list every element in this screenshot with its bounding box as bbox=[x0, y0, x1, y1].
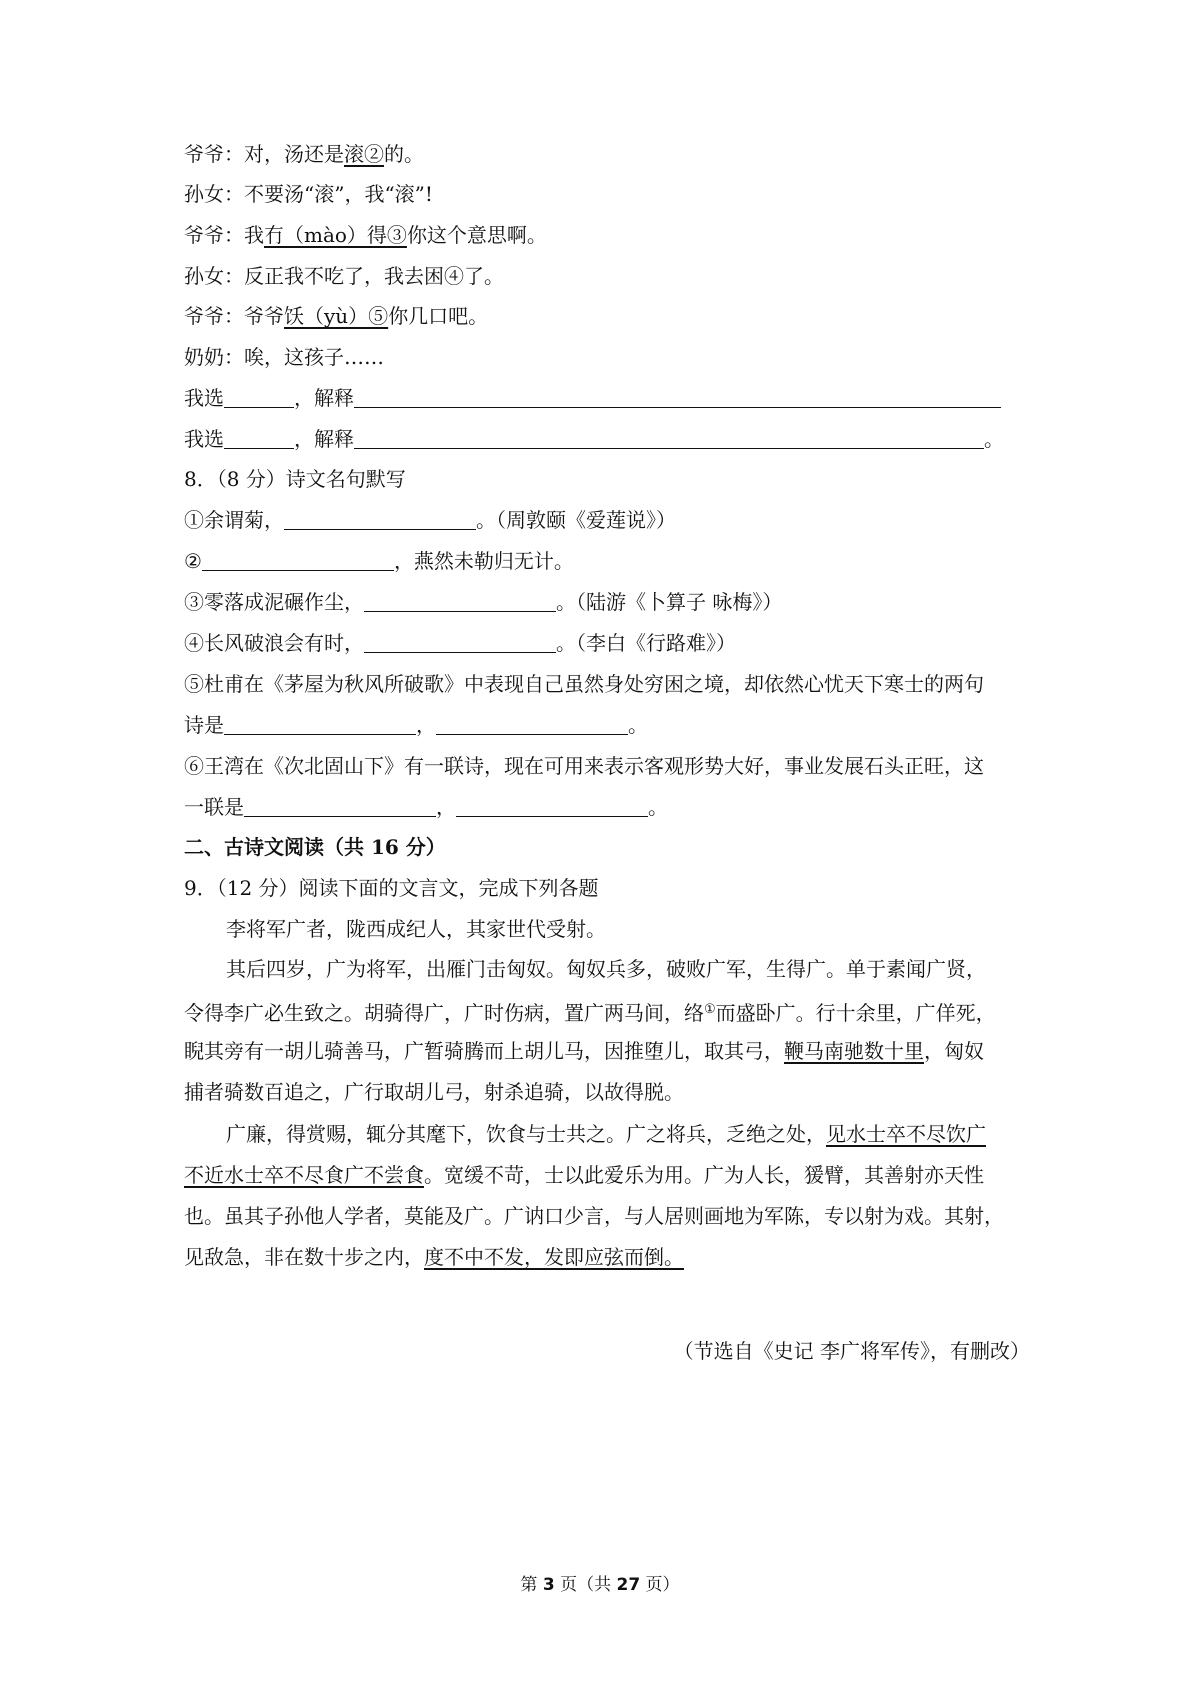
passage-p2-line-3 bbox=[184, 1035, 1030, 1067]
passage-p3-line-4 bbox=[184, 1241, 1030, 1273]
passage-p3-line-3: 也。虽其子孙他人学者，莫能及广。广讷口少言，与人居则画地为军陈，专以射为戏。其射， bbox=[184, 1204, 1004, 1228]
text: ④长风破浪会有时， bbox=[184, 631, 364, 655]
text: ，燕然未勒归无计。 bbox=[393, 549, 574, 573]
underlined-sentence: 不近水士卒不尽食广不尝食 bbox=[184, 1163, 424, 1187]
q8-item-4 bbox=[184, 627, 1030, 659]
answer-blank[interactable] bbox=[284, 507, 476, 530]
page-footer bbox=[0, 1570, 1200, 1595]
q8-item-3 bbox=[184, 586, 1030, 618]
underlined-sentence: 见水士卒不尽饮广 bbox=[826, 1122, 986, 1146]
answer-blank[interactable] bbox=[354, 385, 1001, 408]
q8-item-5-line-1: ⑤杜甫在《茅屋为秋风所破歌》中表现自己虽然身处穷困之境，却依然心忧天下寒士的两句 bbox=[184, 672, 984, 696]
page-number: 3 bbox=[542, 1575, 555, 1595]
underlined-word: 饫（yù）⑤ bbox=[284, 304, 389, 328]
answer-blank[interactable] bbox=[364, 630, 556, 653]
text: 见敌急，非在数十步之内， bbox=[184, 1245, 424, 1269]
q8-item-1 bbox=[184, 504, 1030, 536]
text: 一联是 bbox=[184, 795, 244, 819]
footnote-mark: ① bbox=[704, 1002, 716, 1017]
text: ③零落成泥碾作尘， bbox=[184, 590, 364, 614]
dialogue-line-3 bbox=[184, 219, 1030, 251]
answer-blank[interactable] bbox=[224, 712, 416, 735]
text: ①余谓菊， bbox=[184, 508, 284, 532]
answer-blank[interactable] bbox=[224, 385, 294, 408]
q9-title: 9．（12 分）阅读下面的文言文，完成下列各题 bbox=[184, 876, 599, 900]
page-total: 27 bbox=[616, 1575, 641, 1595]
text: 爷爷：我 bbox=[184, 223, 264, 247]
underlined-sentence: 鞭马南驰数十里 bbox=[784, 1039, 924, 1063]
dialogue-line-4: 孙女：反正我不吃了，我去困④了。 bbox=[184, 264, 504, 288]
q8-item-6-line-2 bbox=[184, 791, 1030, 823]
text: 页（共 bbox=[554, 1575, 617, 1595]
text: 的。 bbox=[384, 142, 424, 166]
text: 睨其旁有一胡儿骑善马，广暂骑腾而上胡儿马，因推堕儿，取其弓， bbox=[184, 1039, 784, 1063]
answer-blank[interactable] bbox=[224, 426, 294, 449]
text: ， bbox=[436, 795, 456, 819]
text: 。（陆游《卜算子 咏梅》） bbox=[556, 590, 783, 614]
text: ② bbox=[184, 549, 202, 573]
text: 爷爷：爷爷 bbox=[184, 304, 284, 328]
passage-source: （节选自《史记 李广将军传》，有删改） bbox=[673, 1339, 1030, 1363]
passage-p1: 李将军广者，陇西成纪人，其家世代受射。 bbox=[226, 917, 606, 941]
underlined-word: 滚② bbox=[344, 142, 384, 166]
dialogue-line-6: 奶奶：唉，这孩子…… bbox=[184, 345, 384, 369]
dialogue-line-5 bbox=[184, 300, 1030, 332]
text: 第 bbox=[520, 1575, 543, 1595]
text: 爷爷：对，汤还是 bbox=[184, 142, 344, 166]
text: 广廉，得赏赐，辄分其麾下，饮食与士共之。广之将兵，乏绝之处， bbox=[226, 1122, 826, 1146]
text: ，解释 bbox=[294, 427, 354, 451]
text: 我选 bbox=[184, 427, 224, 451]
text: 。 bbox=[984, 427, 1004, 451]
passage-p2-line-1: 其后四岁，广为将军，出雁门击匈奴。匈奴兵多，破败广军，生得广。单于素闻广贤， bbox=[226, 957, 986, 981]
text: 令得李广必生致之。胡骑得广，广时伤病，置广两马间，络 bbox=[184, 1001, 704, 1025]
answer-blank[interactable] bbox=[354, 426, 984, 449]
text: 。 bbox=[628, 713, 648, 737]
answer-blank[interactable] bbox=[364, 589, 556, 612]
text: 。宽缓不苛，士以此爱乐为用。广为人长，猨臂，其善射亦天性 bbox=[424, 1163, 984, 1187]
text: 诗是 bbox=[184, 713, 224, 737]
q8-title: 8．（8 分）诗文名句默写 bbox=[184, 467, 406, 491]
answer-blank[interactable] bbox=[436, 712, 628, 735]
text: 。 bbox=[648, 795, 668, 819]
answer-blank[interactable] bbox=[202, 548, 394, 571]
text: 我选 bbox=[184, 386, 224, 410]
text: 。（李白《行路难》） bbox=[556, 631, 736, 655]
underlined-word: 冇（mào）得③ bbox=[264, 223, 407, 247]
text: 你几口吧。 bbox=[388, 304, 489, 328]
choose-line-1 bbox=[184, 382, 1030, 414]
q8-item-2 bbox=[184, 545, 1030, 577]
passage-p2-line-2 bbox=[184, 994, 1030, 1029]
text: 而盛卧广。行十余里，广佯死， bbox=[715, 1001, 996, 1025]
answer-blank[interactable] bbox=[456, 794, 648, 817]
q8-item-5-line-2 bbox=[184, 709, 1030, 741]
underlined-sentence: 度不中不发，发即应弦而倒。 bbox=[424, 1245, 684, 1269]
dialogue-line-2: 孙女：不要汤“滚”，我“滚”! bbox=[184, 182, 433, 206]
choose-line-2 bbox=[184, 423, 1030, 455]
text: 。（周敦颐《爱莲说》） bbox=[476, 508, 676, 532]
q8-item-6-line-1: ⑥王湾在《次北固山下》有一联诗，现在可用来表示客观形势大好，事业发展石头正旺，这 bbox=[184, 754, 984, 778]
answer-blank[interactable] bbox=[244, 794, 436, 817]
passage-p2-line-4: 捕者骑数百追之，广行取胡儿弓，射杀追骑，以故得脱。 bbox=[184, 1080, 684, 1104]
passage-p3-line-1 bbox=[184, 1118, 1030, 1150]
passage-p3-line-2 bbox=[184, 1159, 1030, 1191]
text: 你这个意思啊。 bbox=[406, 223, 547, 247]
text: ，解释 bbox=[294, 386, 354, 410]
text: ，匈奴 bbox=[924, 1039, 984, 1063]
text: ， bbox=[416, 713, 436, 737]
text: 页） bbox=[640, 1575, 680, 1595]
dialogue-line-1 bbox=[184, 138, 1030, 170]
section-2-title: 二、古诗文阅读（共 16 分） bbox=[184, 835, 446, 859]
